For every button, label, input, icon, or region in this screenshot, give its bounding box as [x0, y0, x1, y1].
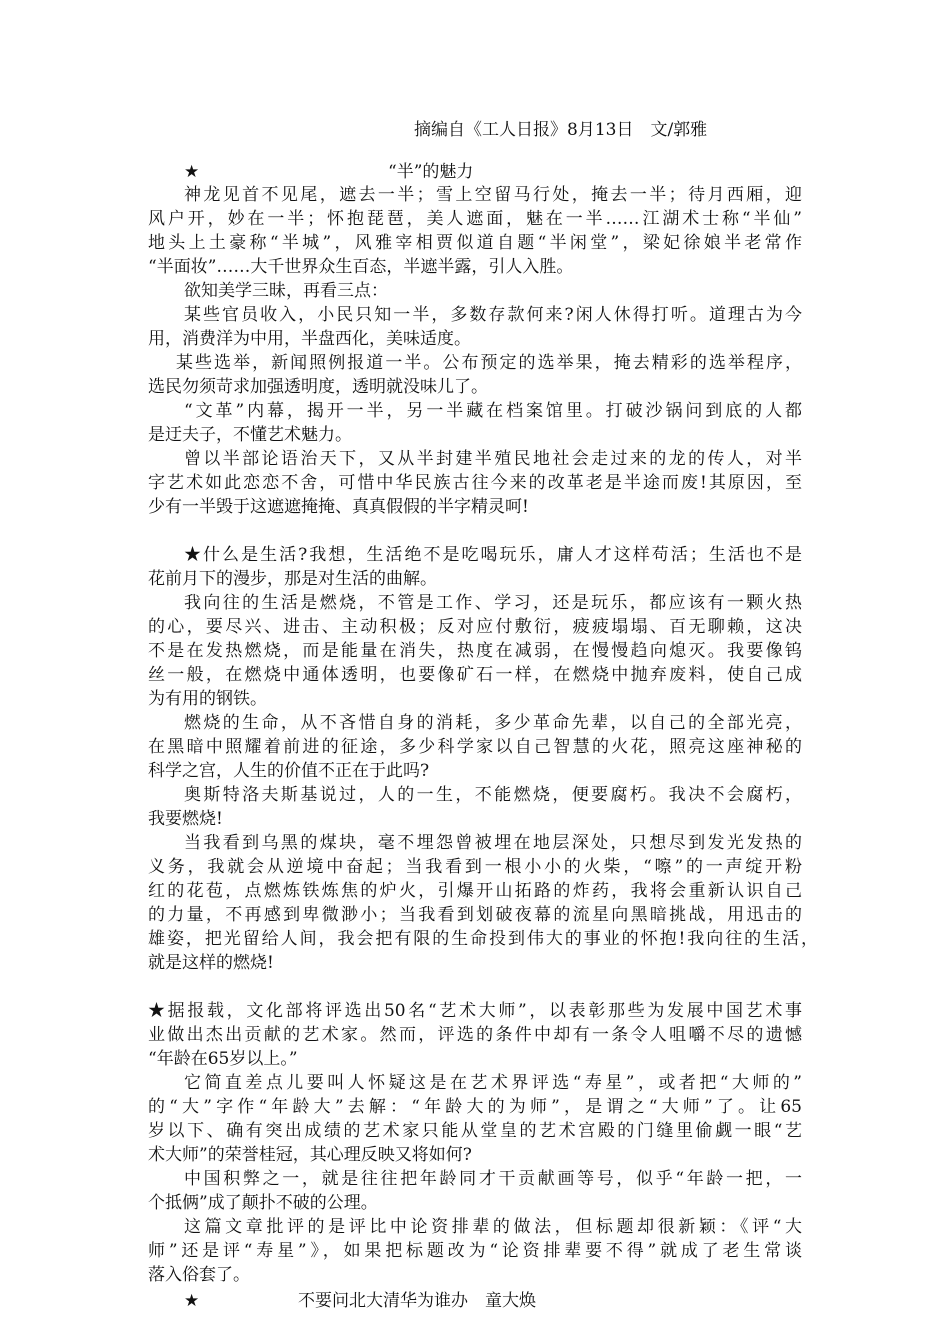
text-line: ★据报载，文化部将评选出50名“艺术大师”，以表彰那些为发展中国艺术事 — [148, 1001, 802, 1021]
text-line: 个抵俩”成了颠扑不破的公理。 — [148, 1193, 378, 1213]
text-line: 曾以半部论语治天下，又从半封建半殖民地社会走过来的龙的传人，对半 — [184, 449, 802, 469]
text-line: 科学之宫，人生的价值不正在于此吗? — [148, 761, 430, 781]
text-line: 红的花苞，点燃炼铁炼焦的炉火，引爆开山拓路的炸药，我将会重新认识自己 — [148, 881, 802, 901]
text-line: 燃烧的生命，从不吝惜自身的消耗，多少革命先辈，以自己的全部光亮， — [184, 713, 802, 733]
text-line: 就是这样的燃烧! — [148, 953, 274, 973]
text-line: 是迂夫子，不懂艺术魅力。 — [148, 425, 352, 445]
text-line: 奥斯特洛夫斯基说过，人的一生，不能燃烧，便要腐朽。我决不会腐朽， — [184, 785, 802, 805]
text-line: 为有用的钢铁。 — [148, 689, 267, 709]
text-line: 中国积弊之一，就是往往把年龄同才干贡献画等号，似乎“年龄一把，一 — [184, 1169, 802, 1189]
star-marker: ★ — [184, 1291, 200, 1311]
text-line: 某些选举，新闻照例报道一半。公布预定的选举果，掩去精彩的选举程序， — [176, 353, 802, 373]
text-line: 的心，要尽兴、进击、主动积极；反对应付敷衍，疲疲塌塌、百无聊赖，这决 — [148, 617, 802, 637]
text-line: “年龄在65岁以上。” — [148, 1049, 298, 1069]
text-line: 业做出杰出贡献的艺术家。然而，评选的条件中却有一条令人咀嚼不尽的遗憾 — [148, 1025, 802, 1045]
text-line: 我向往的生活是燃烧，不管是工作、学习，还是玩乐，都应该有一颗火热 — [184, 593, 802, 613]
text-line: 用，消费洋为中用，半盘西化，美味适度。 — [148, 329, 471, 349]
text-line: 当我看到乌黑的煤块，毫不埋怨曾被埋在地层深处，只想尽到发光发热的 — [184, 833, 802, 853]
text-line: “文革”内幕，揭开一半，另一半藏在档案馆里。打破沙锅问到底的人都 — [184, 401, 802, 421]
text-line: ★什么是生活?我想，生活绝不是吃喝玩乐，庸人才这样苟活；生活也不是 — [184, 545, 802, 565]
text-line: “半面妆”……大千世界众生百态，半遮半露，引人入胜。 — [148, 257, 574, 277]
text-line: 地头上土豪称“半城”，风雅宰相贾似道自题“半闲堂”，梁妃徐娘半老常作 — [148, 233, 802, 253]
text-line: 丝一般，在燃烧中通体透明，也要像矿石一样，在燃烧中抛弃废料，使自己成 — [148, 665, 802, 685]
text-line: 某些官员收入，小民只知一半，多数存款何来?闲人休得打听。道理古为今 — [184, 305, 802, 325]
section-title-half-charm: “半”的魅力 — [388, 162, 474, 182]
text-line: 的力量，不再感到卑微渺小；当我看到划破夜幕的流星向黑暗挑战，用迅击的 — [148, 905, 802, 925]
text-line: 这篇文章批评的是评比中论资排辈的做法，但标题却很新颖：《评“大 — [184, 1217, 802, 1237]
text-line: 不是在发热燃烧，而是能量在消失，热度在减弱，在慢慢趋向熄灭。我要像钨 — [148, 641, 802, 661]
text-line: 选民勿须苛求加强透明度，透明就没味儿了。 — [148, 377, 488, 397]
text-line: 欲知美学三昧，再看三点： — [184, 281, 388, 301]
source-attribution: 摘编自《工人日报》8月13日 文/郭雅 — [414, 120, 708, 140]
text-line: 字艺术如此恋恋不舍，可惜中华民族古往今来的改革老是半途而废!其原因，至 — [148, 473, 802, 493]
text-line: 的“大”字作“年龄大”去解：“年龄大的为师”，是谓之“大师”了。让65 — [148, 1097, 802, 1117]
text-line: 神龙见首不见尾，遮去一半；雪上空留马行处，掩去一半；待月西厢，迎 — [184, 185, 802, 205]
text-line: 落入俗套了。 — [148, 1265, 250, 1285]
text-line: 花前月下的漫步，那是对生活的曲解。 — [148, 569, 437, 589]
text-line: 师”还是评“寿星”》，如果把标题改为“论资排辈要不得”就成了老生常谈 — [148, 1241, 802, 1261]
text-line: 少有一半毁于这遮遮掩掩、真真假假的半字精灵呵! — [148, 497, 529, 517]
text-line: 雄姿，把光留给人间，我会把有限的生命投到伟大的事业的怀抱!我向往的生活， — [148, 929, 818, 949]
text-line: 义务，我就会从逆境中奋起；当我看到一根小小的火柴，“嚓”的一声绽开粉 — [148, 857, 802, 877]
text-line: 它简直差点儿要叫人怀疑这是在艺术界评选“寿星”，或者把“大师的” — [184, 1073, 802, 1093]
text-line: 风户开，妙在一半；怀抱琵琶，美人遮面，魅在一半……江湖术士称“半仙” — [148, 209, 802, 229]
star-marker: ★ — [184, 162, 200, 182]
text-line: 岁以下、确有突出成绩的艺术家只能从堂皇的艺术宫殿的门缝里偷觑一眼“艺 — [148, 1121, 802, 1141]
next-article-title: 不要问北大清华为谁办 童大焕 — [298, 1291, 536, 1311]
text-line: 在黑暗中照耀着前进的征途，多少科学家以自己智慧的火花，照亮这座神秘的 — [148, 737, 802, 757]
text-line: 我要燃烧! — [148, 809, 223, 829]
text-line: 术大师”的荣誉桂冠，其心理反映又将如何? — [148, 1145, 472, 1165]
